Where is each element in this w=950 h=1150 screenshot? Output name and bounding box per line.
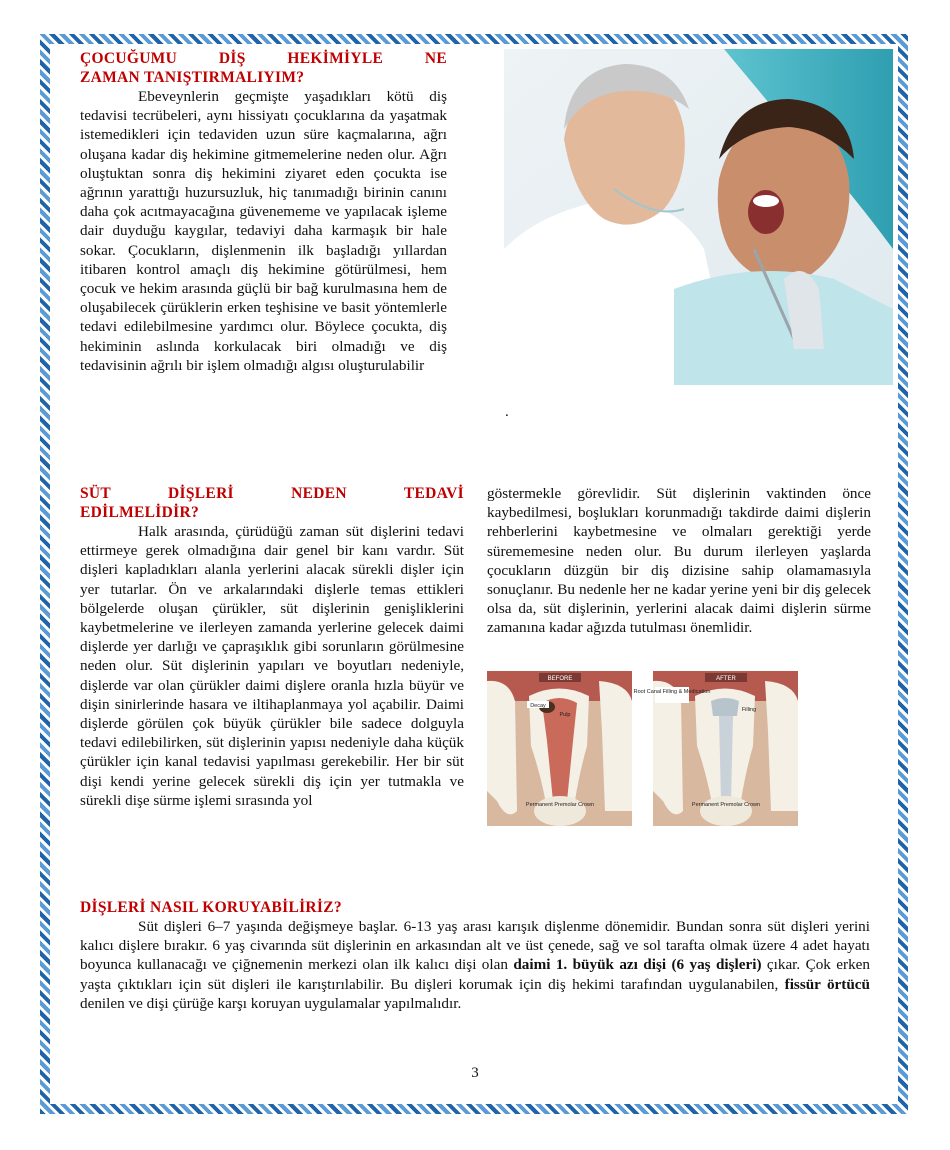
decay-label: Decay	[530, 703, 546, 709]
section-primary-teeth	[80, 484, 464, 810]
root-canal-label: Root Canal Filling & Medication	[633, 689, 711, 695]
section-heading: SÜT DİŞLERİ NEDEN TEDAVİ	[80, 485, 464, 502]
section-protection	[80, 898, 870, 1013]
section-heading-line2: ZAMAN TANIŞTIRMALIYIM?	[80, 69, 305, 86]
section-primary-teeth-continued	[487, 484, 871, 638]
stray-dot: .	[505, 404, 509, 420]
tooth-after-figure	[633, 671, 798, 826]
tooth-before-figure	[487, 671, 632, 826]
body-bold-text: daimi 1. büyük azı dişi (6 yaş dişleri)	[513, 956, 762, 974]
section-body-right: göstermekle görevlidir. Süt dişlerinin vaktinden önce kaybedilmesi, boşlukları korunmadığı takdirde daimi dişlerin rehberlerini kaybetmesine ve olmaları gerektiği yerde sürememesine neden olur. Bu durum ilerleyen yaşlarda çocukların düzgün bir diş dizisine sahip olamamasıyla sonuçlanır. Bu nedenle her ne kadar yerine yeni bir diş gelecek olsa da, süt dişlerinin, yerlerini alacak daimi dişlerin sürme zamanına kadar ağızda tutulması önemlidir.	[487, 485, 871, 637]
figure-title: BEFORE	[547, 676, 573, 682]
pulp-label: Pulp	[559, 712, 571, 718]
crown-label: Permanent Premolar Crown	[691, 802, 761, 808]
section-heading: ÇOCUĞUMU DİŞ HEKİMİYLE NE	[80, 50, 447, 67]
figure-title: AFTER	[716, 676, 736, 682]
section-body	[80, 917, 870, 1013]
section-heading-line2: EDİLMELİDİR?	[80, 504, 200, 521]
body-bold-text: fissür örtücü	[784, 975, 870, 993]
dentist-child-photo	[504, 49, 893, 385]
section-heading: DİŞLERİ NASIL KORUYABİLİRİZ?	[80, 899, 342, 916]
body-text: çıkar. Çok erken yaşta çıktıkları için süt dişleri ile karıştırılabilir. Bu dişleri korumak için diş hekimi tarafından uygulanabilen,	[80, 956, 871, 993]
page-number: 3	[471, 1065, 479, 1081]
filling-label: Filling	[741, 707, 757, 713]
body-text: denilen ve dişi çürüğe karşı koruyan uygulamalar yapılmalıdır.	[80, 994, 462, 1012]
section-body: Ebeveynlerin geçmişte yaşadıkları kötü diş tedavisi tecrübeleri, aynı hissiyatı çocuklarına da yaşatmak istemedikleri için tedaviden uzun süre kaçmalarına, ağrı oluşana kadar diş hekimine gitmemelerine neden olur. Ağrı oluştuktan sonra diş hekimini ziyaret eden çocukta ise ağrının yarattığı huzursuzluk, hiç tanımadığı birinin canını daha çok acıtmayacağına güvenememe ve yapılacak işleme dair duyduğu kaygılar, tedaviyi daha karmaşık bir hale sokar. Çocukların, dişlenmenin ilk başladığı yıllardan itibaren kontrol amaçlı diş hekimine götürülmesi, hem çocuk ve hekim arasında güçlü bir bağ kurulmasına hem de oluşabilecek çürüklerin erken teşhisine ve basit yöntemlerle tedavi edilebilmesine yardımcı olur. Böylece çocukta, diş hekiminin aslında korkulacak biri olmadığı ve diş tedavisinin ağrılı bir işlem olmadığı algısı oluşturulabilir	[80, 88, 447, 374]
section-intro	[80, 49, 447, 375]
section-body-left: Halk arasında, çürüdüğü zaman süt dişlerini tedavi ettirmeye gerek olmadığına dair genel bir kanı vardır. Süt dişleri kapladıkları alanla yerlerini alacak sürekli dişler için yer tutarlar. Ön ve arkalarındaki dişlerle temas ettikleri bölgelerde oluşan çürükler, süt dişlerinin genişliklerini kaybetmelerine ve ilerleyen zamanda yerlerine gelecek daimi dişlerde yer darlığı ve çapraşıklık gibi sorunların görülmesine neden olur. Süt dişlerinin yapıları ve boyutları nedeniyle, dişlerde var olan çürükler daimi dişlere oranla hızla büyür ve dişin sinirlerinde hasara ve iltihaplanmaya yol açabilir. Daimi dişlerde görülen çok büyük çürükler bile sadece dolguyla tedavi edilebilirken, süt dişlerinin yapısı nedeniyle daha küçük çürükler için kanal tedavisi yapılması gerekebilir. Her bir süt dişi kendi yerine gelecek sürekli diş için yer tutmakla ve sürekli dişe sürme işlemi sırasında yol	[80, 523, 464, 809]
crown-label: Permanent Premolar Crown	[525, 802, 595, 808]
body-text: Süt dişleri 6–7 yaşında değişmeye başlar. 6-13 yaş arası karışık dişlenme dönemidir. Bundan sonra süt dişleri yerini kalıcı dişlere bırakır. 6 yaş civarında süt dişlerinin en arkasından alt ve üst çenede, sağ ve sol tarafta olmak üzere 4 adet hayatı boyunca kullanacağı ve çiğnemenin merkezi olan ilk kalıcı dişi olan	[80, 918, 870, 974]
